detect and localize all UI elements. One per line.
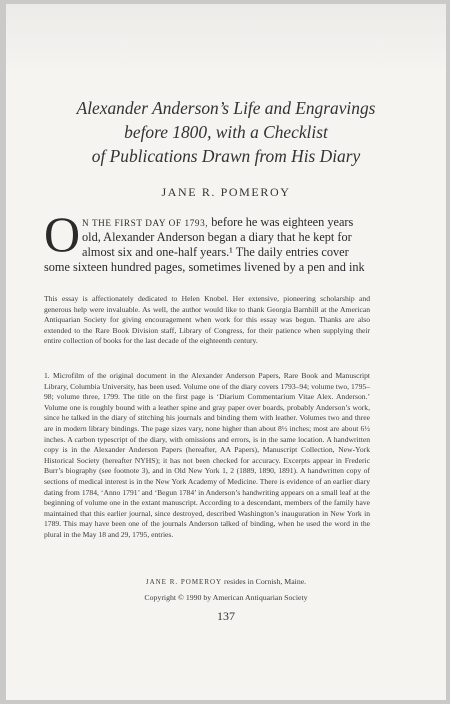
bio-name: JANE R. POMEROY xyxy=(145,578,223,586)
footnote-1: 1. Microfilm of the original document in the Alexander Anderson Papers, Rare Book and Manuscript Library, Columbia University, has been used. Volume one of the diary covers 1793–94; volume two, 1795–98; volume three, 1799. The title on the first page is ‘Diarium Commentarium Vitae Alex. Anderson.’ Volume one is roughly bound with a leather spine and gray paper over boards, probably Anderson’s work, since he talked in the diary of stitching his journals and binding them with leather. Volumes two and three are in modern library bindings. The page sizes vary, none higher than about 8½ inches; most are about 6½ inches. A carbon typescript of the diary, with omissions and errors, is in the same location. A handwritten copy is in the Alexander Anderson Papers (hereafter, AA Papers), Manuscript Collection, New-York Historical Society (hereafter NYHS); it has not been checked for accuracy. Excerpts appear in Frederic Burr’s biography (see footnote 3), and in Old New York 1, 2 (1889, 1890, 1891). A handwritten copy of sections of medical interest is in the New York Academy of Medicine. There is evidence of an earlier diary dating from 1784, ‘Anno 1791’ and ‘Begun 1784’ in Anderson’s handwriting appears on a small leaf at the beginning of volume one in the extant manuscript. According to a descendant, members of the family have maintained that this earlier journal, since destroyed, described Washington’s inauguration in New York in 1789. This may have been one of the journals Anderson talked of binding, when he used the word in the plural in the May 18 and 29, 1795, entries. xyxy=(44,371,370,539)
article-title xyxy=(26,96,426,168)
bleed-through-shadow xyxy=(6,4,446,74)
body-line: some sixteen hundred pages, sometimes livened by a pen and ink xyxy=(44,260,365,274)
body-line-text: before he was eighteen years xyxy=(208,215,354,229)
smallcaps-lead: N THE FIRST DAY OF 1793, xyxy=(82,218,209,228)
dedication-note: This essay is affectionately dedicated to Helen Knobel. Her extensive, pioneering scholarship and generous help were invaluable. As well, the author would like to thank Georgia Barnhill at the American Antiquarian Society for giving encouragement when work for this essay was begun. Thanks are also extended to the Rare Book Division staff, Library of Congress, for their patience when supplying their entire collection of books for the last decade of the eighteenth century. xyxy=(44,294,370,346)
author-name: JANE R. POMEROY xyxy=(161,185,291,199)
copyright-notice: Copyright © 1990 by American Antiquarian Society xyxy=(144,593,308,602)
book-page xyxy=(6,4,446,700)
bio-text: resides in Cornish, Maine. xyxy=(222,577,307,586)
body-line: almost six and one-half years.¹ The daily entries cover xyxy=(82,245,349,259)
title-line: of Publications Drawn from His Diary xyxy=(91,146,361,166)
page-number: 137 xyxy=(217,609,235,623)
title-line: before 1800, with a Checklist xyxy=(124,122,328,142)
body-line xyxy=(82,215,353,231)
author-bio xyxy=(26,577,426,586)
drop-cap: O xyxy=(44,206,81,262)
title-line: Alexander Anderson’s Life and Engravings xyxy=(76,98,376,118)
body-line: old, Alexander Anderson began a diary that he kept for xyxy=(82,230,352,244)
